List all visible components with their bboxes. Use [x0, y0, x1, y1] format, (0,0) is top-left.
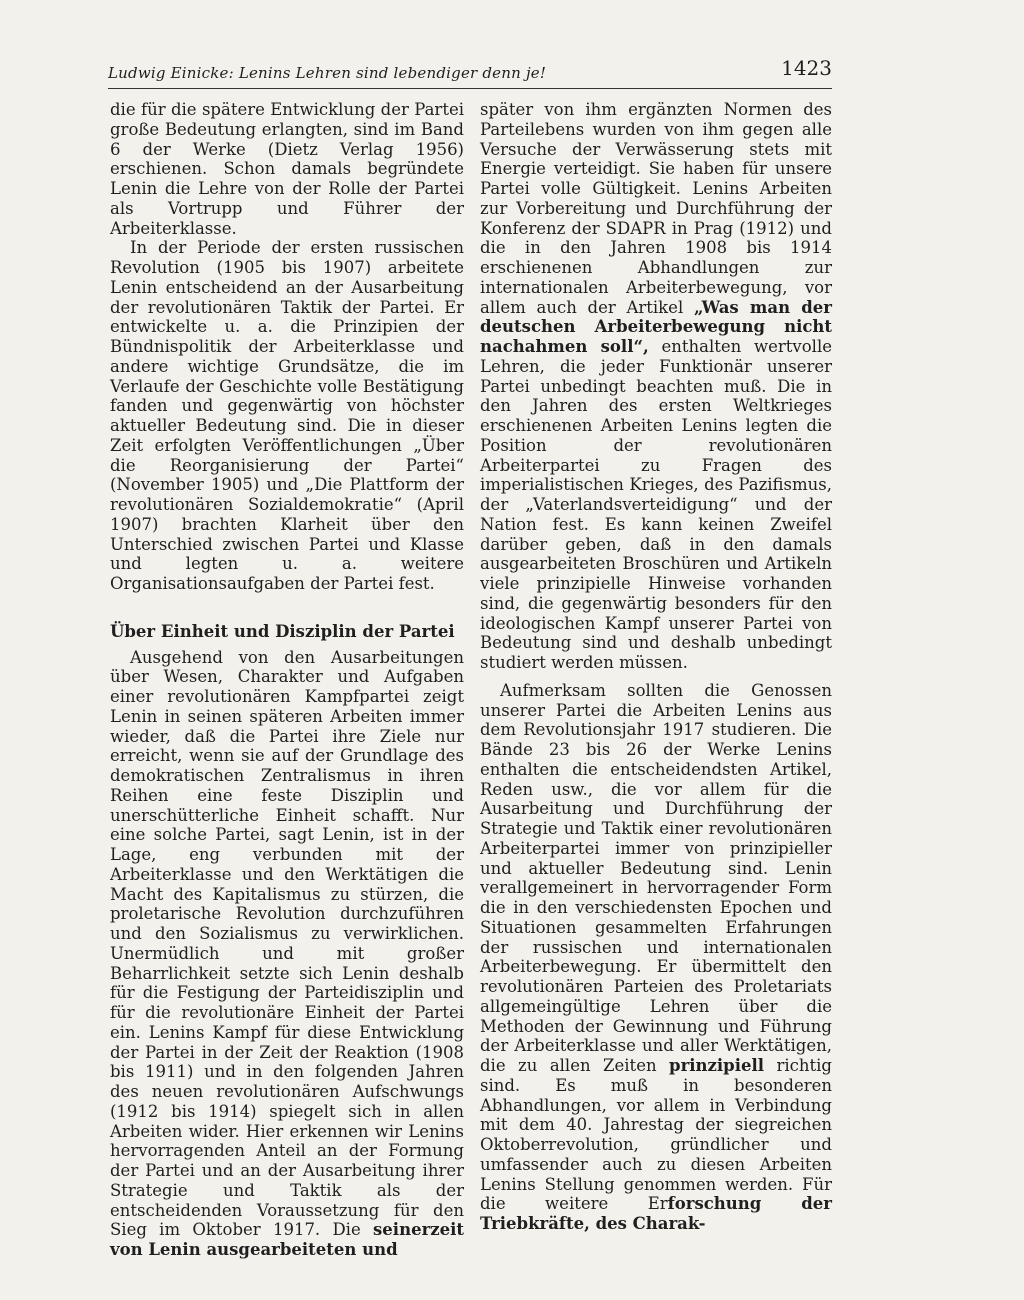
paragraph — [480, 100, 832, 673]
paragraph-text: enthalten wertvolle Lehren, die jeder Funktionär unserer Partei unbedingt beachten muß. Die in den Jahren des ersten Weltkrieges erschienenen Arbeiten Lenins legten die Position der revolutionären Arbeiterpartei zu Fragen des imperialistischen Krieges, des Pazifismus, der „Vaterlandsverteidigung“ und der Nation fest. Es kann keinen Zweifel darüber geben, daß in den damals ausgearbeiteten Broschüren und Artikeln viele prinzipielle Hinweise vorhanden sind, die gegenwärtig besonders für den ideologischen Kampf unserer Partei von Bedeutung sind und deshalb unbedingt studiert werden müssen. — [480, 337, 832, 672]
paragraph-text: richtig sind. Es muß in besonderen Abhandlungen, vor allem in Verbindung mit dem 40. Jahrestag der siegreichen Oktoberrevolution, gründlicher und umfassender auch zu diesen Arbeiten Lenins Stellung genommen werden. Für die weitere Er — [480, 1056, 832, 1214]
bold-text: seinerzeit von Lenin ausgearbeiteten und — [110, 1220, 465, 1259]
bold-text: prinzipiell — [669, 1056, 765, 1075]
page-number: 1423 — [781, 56, 832, 80]
paragraph: die für die spätere Entwicklung der Partei große Bedeutung erlangten, sind im Band 6 der Werke (Dietz Verlag 1956) erschienen. Schon damals begründete Lenin die Lehre von der Rolle der Partei als Vortrupp und Führer der Arbeiterklasse. — [110, 100, 464, 238]
paragraph-text: Ausgehend von den Ausarbeitungen über Wesen, Charakter und Aufgaben einer revolutionären Kampfpartei zeigt Lenin in seinen späteren Arbeiten immer wieder, daß die Partei ihre Ziele nur erreicht, wenn sie auf der Grundlage des demokratischen Zentralismus in ihren Reihen eine feste Disziplin und unerschütterliche Einheit schafft. Nur eine solche Partei, sagt Lenin, ist in der Lage, eng verbunden mit der Arbeiterklasse und den Werktätigen die Macht des Kapitalismus zu stürzen, die proletarische Revolution durchzuführen und den Sozialismus zu verwirklichen. Unermüdlich und mit großer Beharrlichkeit setzte sich Lenin deshalb für die Festigung der Parteidisziplin und für die revolutionäre Einheit der Partei ein. Lenins Kampf für diese Entwicklung der Partei in der Zeit der Reaktion (1908 bis 1911) und in den folgenden Jahren des neuen revolutionären Aufschwungs (1912 bis 1914) spiegelt sich in allen Arbeiten wider. Hier erkennen wir Lenins hervorragenden Anteil an der Formung der Partei und an der Ausarbeitung ihrer Strategie und Taktik als der entscheidenden Voraussetzung für den Sieg im Oktober 1917. Die — [110, 647, 464, 1240]
page-header — [108, 56, 832, 86]
bold-text: forschung der Triebkräfte, des Charak- — [480, 1194, 832, 1233]
paragraph-text: später von ihm ergänzten Normen des Parteilebens wurden von ihm gegen alle Versuche der Verwässerung stets mit Energie verteidigt. Sie haben für unsere Partei volle Gültigkeit. Lenins Arbeiten zur Vorbereitung und Durchführung der Konferenz der SDAPR in Prag (1912) und die in den Jahren 1908 bis 1914 erschienenen Abhandlungen zur internationalen Arbeiterbewegung, vor allem auch der Artikel — [480, 100, 832, 317]
paragraph: In der Periode der ersten russischen Revolution (1905 bis 1907) arbeitete Lenin entscheidend an der Ausarbeitung der revolutionären Taktik der Partei. Er entwickelte u. a. die Prinzipien der Bündnispolitik der Arbeiterklasse und andere wichtige Grundsätze, die im Verlaufe der Geschichte volle Bestätigung fanden und gegenwärtig von höchster aktueller Bedeutung sind. Die in dieser Zeit erfolgten Veröffentlichungen „Über die Reorganisierung der Partei“ (November 1905) und „Die Plattform der revolutionären Sozialdemokratie“ (April 1907) brachten Klarheit über den Unterschied zwischen Partei und Klasse und legten u. a. weitere Organisationsaufgaben der Partei fest. — [110, 238, 464, 593]
right-column — [480, 100, 832, 1234]
paragraph — [110, 648, 464, 1260]
paragraph-text: Aufmerksam sollten die Genossen unserer Partei die Arbeiten Lenins aus dem Revolutionsjahr 1917 studieren. Die Bände 23 bis 26 der Werke Lenins enthalten die entscheidendsten Artikel, Reden usw., die vor allem für die Ausarbeitung und Durchführung der Strategie und Taktik einer revolutionären Arbeiterpartei immer von prinzipieller und aktueller Bedeutung sind. Lenin verallgemeinert in hervorragender Form die in den verschiedensten Epochen und Situationen gesammelten Erfahrungen der russischen und internationalen Arbeiterbewegung. Er übermittelt den revolutionären Parteien des Proletariats allgemeingültige Lehren über die Methoden der Gewinnung und Führung der Arbeiterklasse und aller Werktätigen, die zu allen Zeiten — [480, 680, 832, 1075]
header-rule — [108, 88, 832, 89]
section-heading: Über Einheit und Disziplin der Partei — [110, 621, 455, 641]
left-column — [110, 100, 464, 1260]
article-title: „Was man der deutschen Arbeiterbewegung nicht nachahmen soll“, — [480, 297, 832, 356]
running-title: Ludwig Einicke: Lenins Lehren sind lebendiger denn je! — [108, 64, 547, 82]
paragraph — [480, 681, 832, 1234]
